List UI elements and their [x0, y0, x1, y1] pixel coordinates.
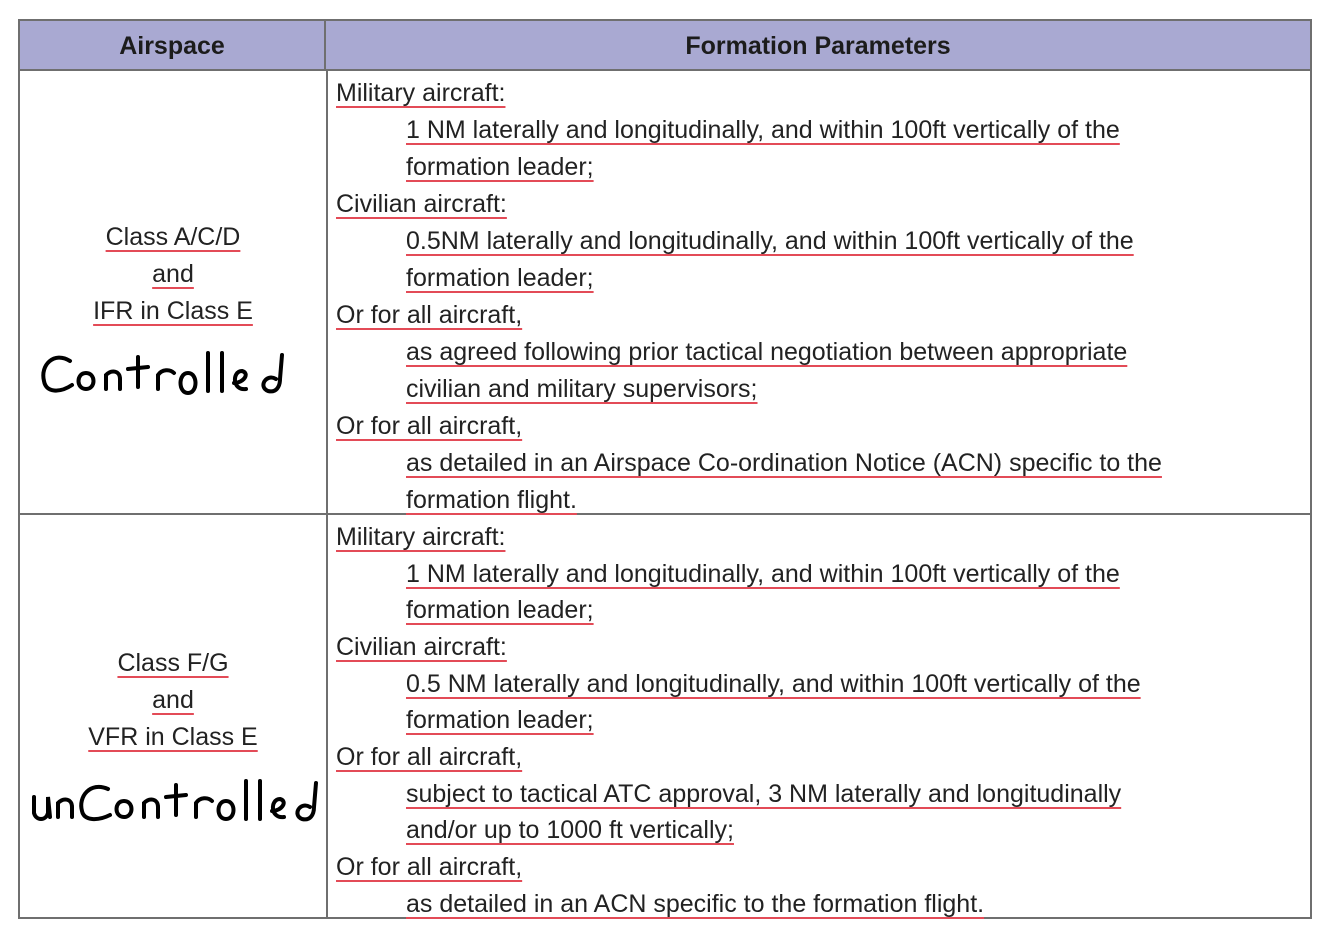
param-line: Or for all aircraft,	[336, 853, 523, 881]
row1-airspace-line: IFR in Class E	[93, 297, 253, 325]
param-line: as agreed following prior tactical negotiation between appropriate	[406, 338, 1128, 366]
param-line: Civilian aircraft:	[336, 633, 507, 661]
param-line: Or for all aircraft,	[336, 743, 523, 771]
param-line: and/or up to 1000 ft vertically;	[406, 816, 734, 844]
row1-airspace-line: and	[152, 260, 194, 288]
param-line: Military aircraft:	[336, 79, 506, 107]
param-line: subject to tactical ATC approval, 3 NM laterally and longitudinally	[406, 780, 1122, 808]
row1-airspace-line: Class A/C/D	[105, 223, 241, 251]
header-airspace: Airspace	[20, 21, 326, 71]
header-formation-parameters: Formation Parameters	[326, 21, 1310, 71]
row2-airspace-line: Class F/G	[117, 649, 229, 677]
row2-airspace-line: and	[152, 686, 194, 714]
row2-airspace-line: VFR in Class E	[88, 723, 258, 751]
param-line: Military aircraft:	[336, 523, 506, 551]
param-line: as detailed in an ACN specific to the formation flight.	[406, 890, 985, 918]
formation-parameters-table	[18, 19, 1312, 919]
row2-handwritten-annotation	[20, 773, 326, 829]
column-divider	[326, 71, 328, 917]
param-line: formation flight.	[406, 486, 577, 514]
param-line: Or for all aircraft,	[336, 412, 523, 440]
param-line: Civilian aircraft:	[336, 190, 507, 218]
param-line: formation leader;	[406, 706, 594, 734]
row1-handwritten-annotation	[20, 343, 326, 403]
param-line: 1 NM laterally and longitudinally, and within 100ft vertically of the	[406, 560, 1120, 588]
param-line: formation leader;	[406, 264, 594, 292]
param-line: as detailed in an Airspace Co-ordination Notice (ACN) specific to the	[406, 449, 1162, 477]
param-line: 1 NM laterally and longitudinally, and within 100ft vertically of the	[406, 116, 1120, 144]
param-line: civilian and military supervisors;	[406, 375, 758, 403]
param-line: 0.5 NM laterally and longitudinally, and within 100ft vertically of the	[406, 670, 1141, 698]
param-line: 0.5NM laterally and longitudinally, and within 100ft vertically of the	[406, 227, 1134, 255]
param-line: formation leader;	[406, 596, 594, 624]
param-line: Or for all aircraft,	[336, 301, 523, 329]
param-line: formation leader;	[406, 153, 594, 181]
